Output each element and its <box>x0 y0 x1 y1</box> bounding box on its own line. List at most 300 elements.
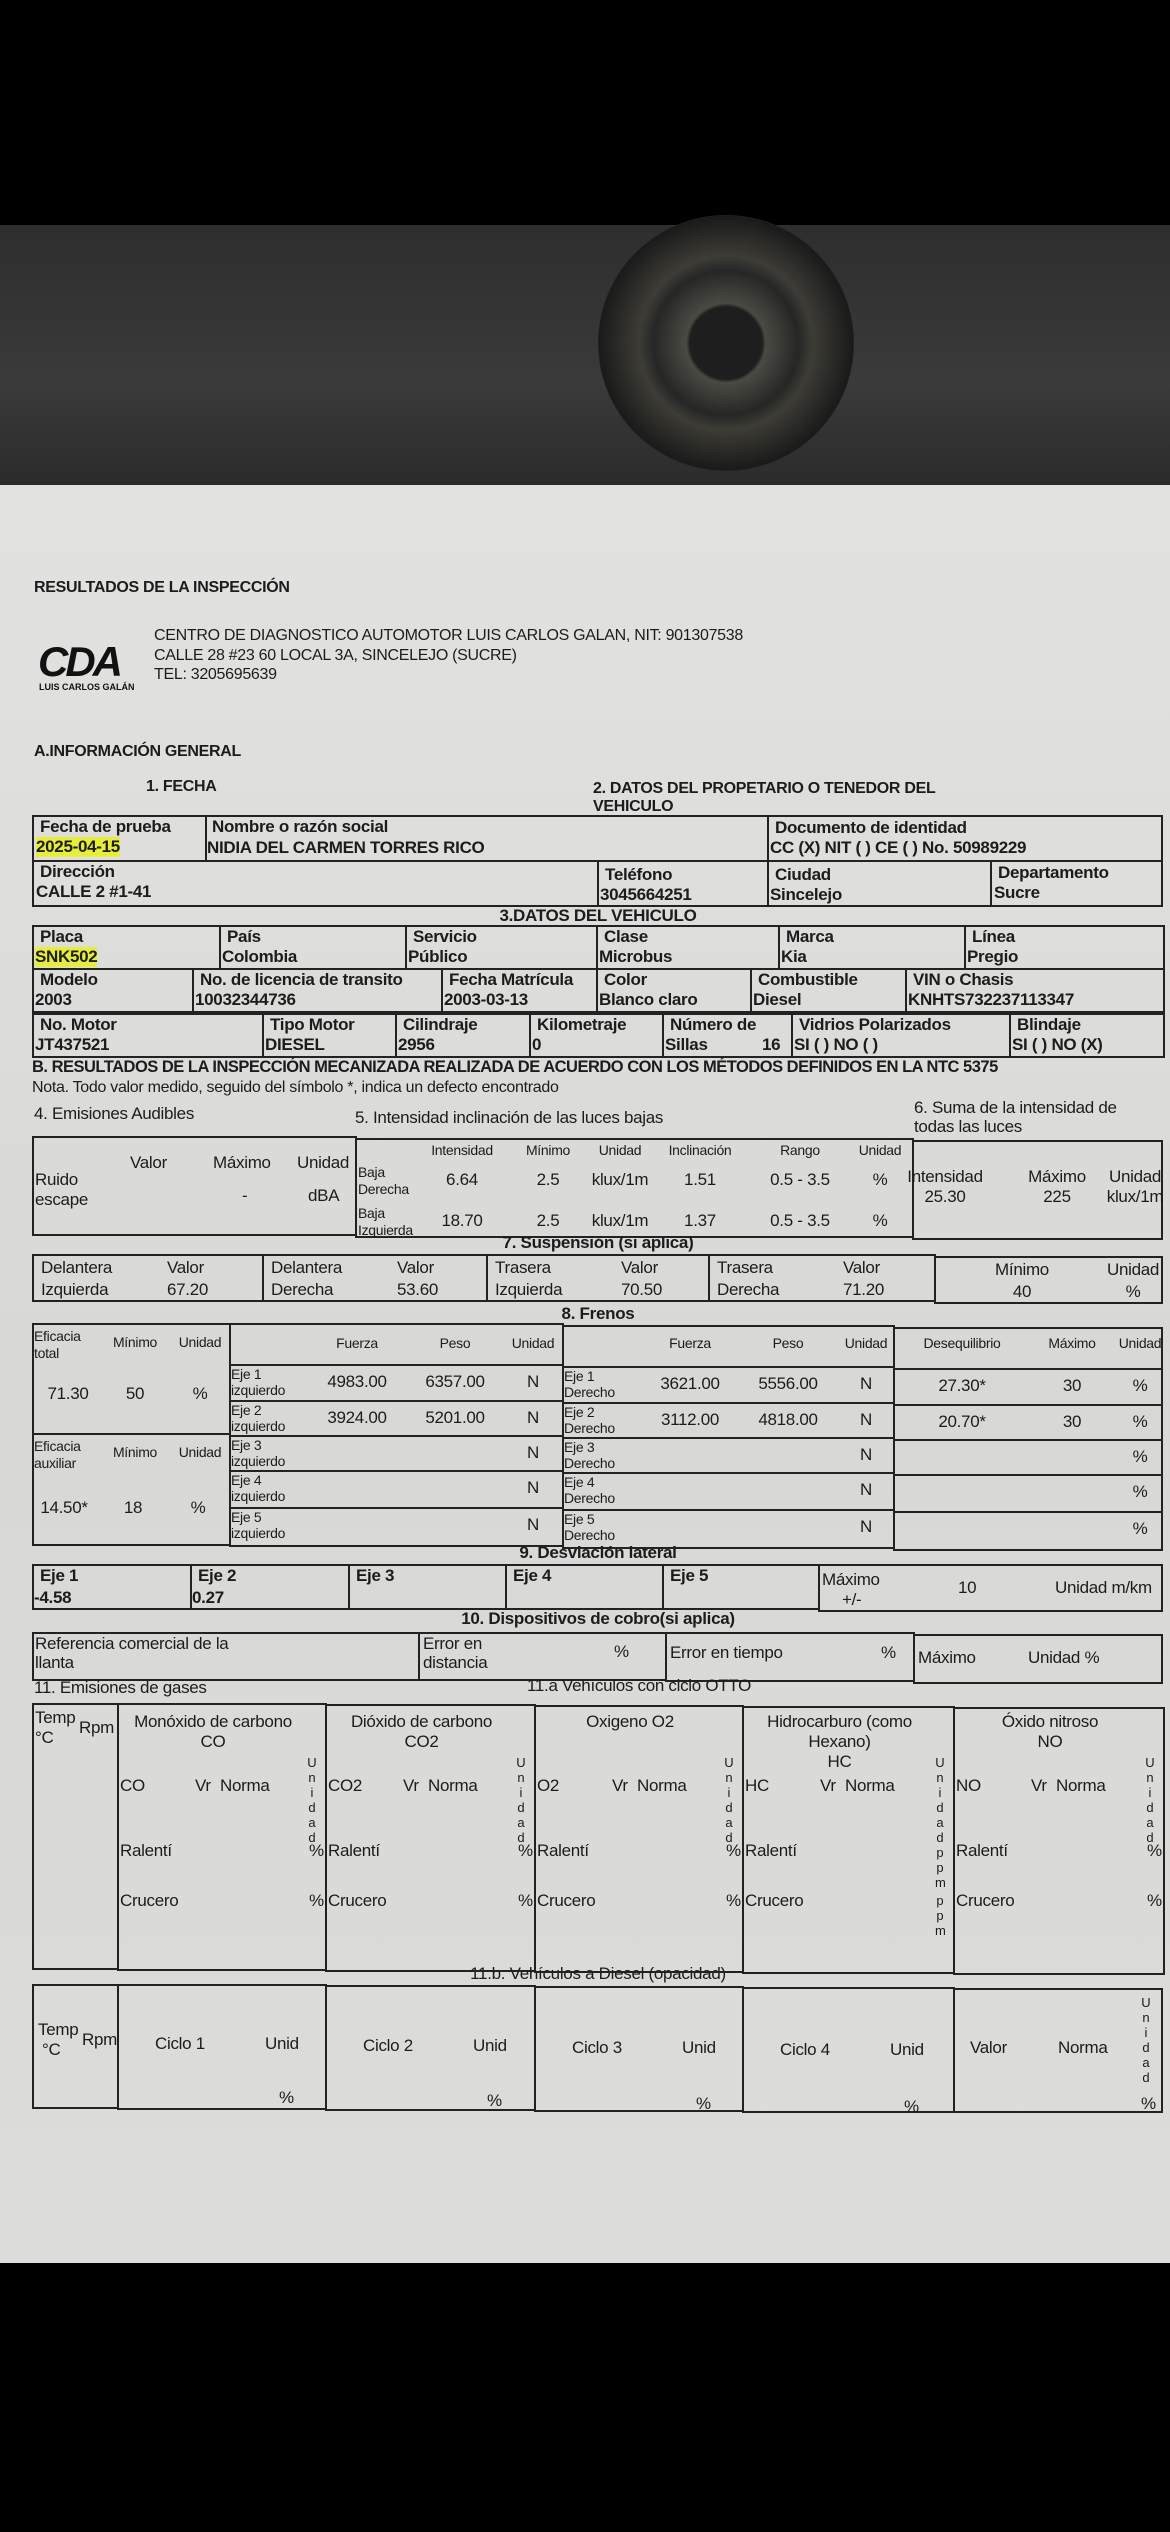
noise-valor-header: Valor <box>130 1153 167 1172</box>
lights-value: 0.5 - 3.5 <box>770 1170 830 1189</box>
vehicle-field-value: KNHTS732237113347 <box>908 990 1074 1009</box>
otto-idle-unit: % <box>1147 1841 1162 1860</box>
deviation-axle-label: Eje 3 <box>356 1566 395 1585</box>
cda-logo <box>38 640 148 696</box>
otto-vr-label: Vr <box>820 1776 836 1795</box>
brakes-unit-right: N <box>860 1445 872 1464</box>
otto-gas-title: Monóxido de carbono <box>134 1712 292 1731</box>
noise-max-header: Máximo <box>213 1153 271 1172</box>
noise-title: 4. Emisiones Audibles <box>34 1104 195 1123</box>
svg-text:CDA: CDA <box>38 640 120 685</box>
deviation-max-label: Máximo <box>822 1570 880 1589</box>
brakes-total-label: Eficacia <box>34 1328 81 1344</box>
otto-unit-vertical: Unidad <box>724 1755 734 1845</box>
document-title: RESULTADOS DE LA INSPECCIÓN <box>34 579 290 596</box>
brakes-axle-side: Derecho <box>564 1455 615 1471</box>
brakes-imbalance-unit: % <box>1132 1447 1148 1466</box>
diesel-unit-label: Unid <box>265 2034 299 2053</box>
vehicle-field-label: Número de <box>670 1015 757 1034</box>
lights-sum-header: Intensidad <box>907 1167 983 1186</box>
tire-ref-label-2: llanta <box>35 1653 74 1672</box>
brakes-imbalance: 27.30* <box>938 1376 986 1395</box>
lights-value: % <box>872 1170 888 1189</box>
vehicle-field-label: VIN o Chasis <box>913 970 1014 989</box>
fecha-label: Fecha de prueba <box>40 817 171 836</box>
otto-unit-vertical: Unidad <box>516 1755 526 1845</box>
vehicle-field-label: Servicio <box>413 927 477 946</box>
vehicle-title: 3.DATOS DEL VEHICULO <box>499 906 697 925</box>
vehicle-field-value: JT437521 <box>35 1035 110 1054</box>
lights-value: 6.64 <box>446 1170 478 1189</box>
brakes-imbalance-unit: % <box>1132 1376 1148 1395</box>
documento-label: Documento de identidad <box>775 818 967 837</box>
vehicle-field-value: Microbus <box>599 947 673 966</box>
noise-unit: dBA <box>308 1186 340 1205</box>
brakes-axle-side: izquierdo <box>231 1382 286 1398</box>
otto-cruise-unit: % <box>1147 1891 1162 1910</box>
lights-header: Inclinación <box>668 1142 732 1158</box>
otto-cruise-unit: % <box>518 1891 533 1910</box>
suspension-side: Derecha <box>271 1280 334 1299</box>
noise-label: Ruido <box>35 1170 78 1189</box>
deviation-axle-label: Eje 1 <box>40 1566 79 1585</box>
otto-cruise-label: Crucero <box>956 1891 1015 1910</box>
vehicle-field-number: 16 <box>762 1035 781 1054</box>
brakes-imbalance-unit: % <box>1132 1519 1148 1538</box>
section-a-title: A.INFORMACIÓN GENERAL <box>34 743 242 760</box>
vehicle-field-value: DIESEL <box>265 1035 325 1054</box>
brakes-axle-label: Eje 4 <box>564 1474 595 1490</box>
owner-title-2: VEHICULO <box>593 798 674 815</box>
brakes-axle-side: Derecho <box>564 1490 615 1506</box>
otto-cruise-label: Crucero <box>537 1891 596 1910</box>
lights-value: 18.70 <box>441 1211 483 1230</box>
vehicle-field-value: Colombia <box>222 947 298 966</box>
vehicle-field-label: Línea <box>972 927 1015 946</box>
vehicle-field-value: 2003 <box>35 990 72 1009</box>
ciudad-value: Sincelejo <box>770 885 842 904</box>
svg-text:LUIS CARLOS GALÁN: LUIS CARLOS GALÁN <box>39 682 135 692</box>
lights-value: 2.5 <box>536 1170 560 1189</box>
brakes-unit-left: N <box>527 1515 539 1534</box>
suspension-unit-label: Unidad <box>1106 1260 1160 1279</box>
diesel-pct: % <box>279 2088 294 2107</box>
brakes-force-left: 4983.00 <box>327 1372 387 1391</box>
brakes-force-right: 3621.00 <box>660 1374 720 1393</box>
lights-header: Intensidad <box>431 1142 493 1158</box>
otto-cruise-unit: % <box>309 1891 324 1910</box>
lights-sum-title: 6. Suma de la intensidad de <box>914 1098 1117 1117</box>
brakes-imbalance: 20.70* <box>938 1412 986 1431</box>
diesel-title: 11.b. Vehículos a Diesel (opacidad) <box>470 1964 726 1983</box>
time-error-unit: % <box>881 1643 896 1662</box>
vehicle-field-label: Vidrios Polarizados <box>799 1015 951 1034</box>
diesel-cycle-label: Ciclo 3 <box>572 2038 622 2057</box>
lights-row-label: Baja <box>358 1164 385 1180</box>
company-address: CALLE 28 #23 60 LOCAL 3A, SINCELEJO (SUCRE) <box>154 647 517 664</box>
direccion-value: CALLE 2 #1-41 <box>36 882 152 901</box>
suspension-min: 40 <box>1012 1282 1032 1301</box>
diesel-unit-label: Unid <box>682 2038 716 2057</box>
brakes-axle-side: Derecho <box>564 1527 615 1543</box>
vehicle-field-value: 2003-03-13 <box>444 990 528 1009</box>
lights-sum-header: Unidad <box>1108 1167 1162 1186</box>
lights-sum-header: Máximo <box>1028 1167 1086 1186</box>
lights-value: klux/1m <box>591 1211 649 1230</box>
taximeter-title: 10. Dispositivos de cobro(si aplica) <box>461 1609 735 1628</box>
nombre-label: Nombre o razón social <box>212 817 389 836</box>
brakes-column-header: Unidad <box>1118 1335 1162 1351</box>
brakes-unit-header: Unidad <box>178 1334 222 1350</box>
suspension-position: Delantera <box>271 1258 343 1277</box>
vehicle-field-label: Modelo <box>40 970 98 989</box>
brakes-aux-label: auxiliar <box>34 1455 76 1471</box>
suspension-title: 7. Suspensión (si aplica) <box>502 1233 694 1252</box>
lights-header: Mínimo <box>525 1142 571 1158</box>
brakes-axle-imbalance <box>893 1511 1163 1551</box>
ciudad-label: Ciudad <box>775 865 831 884</box>
otto-gas-title: Hexano) <box>808 1732 871 1751</box>
vehicle-field-value: SI ( ) NO ( ) <box>794 1035 878 1054</box>
brakes-weight-left: 5201.00 <box>425 1408 485 1427</box>
suspension-value: 71.20 <box>843 1280 885 1299</box>
lights-sum-value: 225 <box>1043 1187 1071 1206</box>
otto-norma-label: Norma <box>845 1776 895 1795</box>
otto-gas-code: CO2 <box>328 1776 363 1795</box>
diesel-norma-label: Norma <box>1058 2038 1108 2057</box>
company-phone: TEL: 3205695639 <box>154 666 277 683</box>
vehicle-field-label: Color <box>604 970 647 989</box>
lights-sum-title-2: todas las luces <box>914 1117 1022 1136</box>
tire-ref-label: Referencia comercial de la <box>35 1634 229 1653</box>
departamento-label: Departamento <box>998 863 1109 882</box>
brakes-unit-right: N <box>860 1410 872 1429</box>
gases-title: 11. Emisiones de gases <box>34 1678 207 1697</box>
otto-gas-title: CO2 <box>404 1732 439 1751</box>
deviation-max-value: 10 <box>958 1578 977 1597</box>
brakes-column-header: Máximo <box>1048 1335 1096 1351</box>
otto-cruise-unit: % <box>726 1891 741 1910</box>
deviation-axle-label: Eje 2 <box>198 1566 237 1585</box>
diesel-pct: % <box>696 2094 711 2113</box>
otto-gas-title: Oxigeno O2 <box>586 1712 674 1731</box>
otto-cruise-unit-vertical: ppm <box>935 1893 946 1938</box>
otto-idle-label: Ralentí <box>328 1841 380 1860</box>
deviation-title: 9. Desviación lateral <box>519 1543 677 1562</box>
suspension-min-label: Mínimo <box>995 1260 1049 1279</box>
otto-title: 11.a Vehículos con ciclo OTTO <box>527 1676 752 1695</box>
brakes-aux-value: 14.50* <box>40 1498 88 1517</box>
brakes-axle-side: izquierdo <box>231 1525 286 1541</box>
deviation-axle-label: Eje 5 <box>670 1566 709 1585</box>
brakes-total-min: 50 <box>125 1384 145 1403</box>
brakes-max: 30 <box>1062 1376 1082 1395</box>
brakes-column-header: Desequilibrio <box>923 1335 1001 1351</box>
otto-gas-code: CO <box>120 1776 145 1795</box>
vehicle-field-value: Blanco claro <box>599 990 698 1009</box>
brakes-imbalance-unit: % <box>1132 1482 1148 1501</box>
otto-idle-unit: % <box>726 1841 741 1860</box>
lights-header: Unidad <box>598 1142 642 1158</box>
otto-vr-label: Vr <box>1031 1776 1047 1795</box>
lights-value: 1.51 <box>684 1170 716 1189</box>
brakes-axle-side: izquierdo <box>231 1488 286 1504</box>
departamento-value: Sucre <box>994 883 1040 902</box>
otto-unit-vertical: Unidad <box>1145 1755 1155 1845</box>
otto-idle-label: Ralentí <box>120 1841 172 1860</box>
suspension-position: Delantera <box>41 1258 113 1277</box>
lights-value: 1.37 <box>684 1211 716 1230</box>
brakes-unit-left: N <box>527 1478 539 1497</box>
otto-vr-label: Vr <box>612 1776 628 1795</box>
suspension-value-label: Valor <box>843 1258 880 1277</box>
brakes-max: 30 <box>1062 1412 1082 1431</box>
otto-unit-vertical: Unidad <box>935 1755 945 1845</box>
vehicle-field-label: No. Motor <box>40 1015 117 1034</box>
brakes-total-label: total <box>34 1345 59 1361</box>
otto-gas-title: Dióxido de carbono <box>350 1712 493 1731</box>
diesel-cycle-label: Ciclo 2 <box>363 2036 413 2055</box>
lights-row-label: Izquierda <box>358 1222 413 1238</box>
brakes-weight-right: 4818.00 <box>758 1410 818 1429</box>
deviation-axle-value: 0.27 <box>192 1588 224 1607</box>
diesel-pct: % <box>904 2097 919 2116</box>
suspension-side: Derecha <box>717 1280 780 1299</box>
otto-cruise-label: Crucero <box>328 1891 387 1910</box>
vehicle-field-label: Clase <box>604 927 648 946</box>
brakes-axle-side: Derecho <box>564 1384 615 1400</box>
otto-gas-title: HC <box>827 1752 852 1771</box>
deviation-tolerance-label: +/- <box>842 1590 862 1609</box>
vehicle-field-label: Combustible <box>758 970 858 989</box>
diesel-pct: % <box>487 2091 502 2110</box>
brakes-imbalance-unit: % <box>1132 1412 1148 1431</box>
vehicle-field-label: Cilindraje <box>403 1015 478 1034</box>
taximeter-max-label: Máximo <box>918 1648 976 1667</box>
brakes-unit-right: N <box>860 1374 872 1393</box>
diesel-cycle-label: Ciclo 1 <box>155 2034 205 2053</box>
otto-gas-title: CO <box>200 1732 226 1751</box>
otto-gas-code: NO <box>956 1776 981 1795</box>
brakes-axle-label: Eje 2 <box>231 1402 262 1418</box>
brakes-unit-left: N <box>527 1408 539 1427</box>
deviation-axle-label: Eje 4 <box>513 1566 552 1585</box>
vehicle-field-value: 0 <box>532 1035 542 1054</box>
brakes-axle-imbalance <box>893 1439 1163 1476</box>
otto-cruise-label: Crucero <box>120 1891 179 1910</box>
brakes-title: 8. Frenos <box>561 1304 635 1323</box>
noise-label-2: escape <box>35 1190 89 1209</box>
otto-norma-label: Norma <box>428 1776 478 1795</box>
company-name: CENTRO DE DIAGNOSTICO AUTOMOTOR LUIS CARLOS GALAN, NIT: 901307538 <box>154 627 743 644</box>
diesel-cycle-label: Ciclo 4 <box>780 2040 830 2059</box>
otto-unit-vertical: Unidad <box>307 1755 317 1845</box>
brakes-column-header: Fuerza <box>669 1335 711 1351</box>
vehicle-field-value: Público <box>408 947 468 966</box>
otto-idle-label: Ralentí <box>956 1841 1008 1860</box>
brakes-axle-imbalance <box>893 1368 1163 1406</box>
vehicle-field-label: Tipo Motor <box>270 1015 355 1034</box>
vehicle-field-value: 10032344736 <box>195 990 296 1009</box>
otto-degc-label: °C <box>35 1728 54 1747</box>
otto-gas-title: NO <box>1037 1732 1063 1751</box>
otto-gas-cell <box>534 1705 744 1973</box>
brakes-axle-label: Eje 5 <box>564 1511 595 1527</box>
brakes-axle-label: Eje 3 <box>564 1439 595 1455</box>
brakes-force-left: 3924.00 <box>327 1408 387 1427</box>
lights-value: 0.5 - 3.5 <box>770 1211 830 1230</box>
otto-gas-code: HC <box>745 1776 769 1795</box>
brakes-aux-unit: % <box>190 1498 206 1517</box>
background-surface <box>0 225 1170 487</box>
brakes-axle-side: Derecho <box>564 1420 615 1436</box>
brakes-axle-label: Eje 1 <box>564 1368 595 1384</box>
brakes-axle-imbalance <box>893 1404 1163 1441</box>
otto-gas-title: Óxido nitroso <box>1001 1712 1099 1731</box>
lights-sum-value: 25.30 <box>924 1187 966 1206</box>
diesel-unit-pct: % <box>1141 2094 1156 2113</box>
documento-value: CC (X) NIT ( ) CE ( ) No. 50989229 <box>770 838 1027 857</box>
suspension-position: Trasera <box>495 1258 551 1277</box>
brakes-weight-left: 6357.00 <box>425 1372 485 1391</box>
otto-rpm-label: Rpm <box>79 1718 114 1737</box>
brakes-column-header: Peso <box>772 1335 804 1351</box>
suspension-value: 70.50 <box>621 1280 663 1299</box>
fecha-value: 2025-04-15 <box>36 837 120 856</box>
deviation-axle-value: -4.58 <box>34 1588 72 1607</box>
lights-row-label: Baja <box>358 1205 385 1221</box>
diesel-unit-label: Unid <box>473 2036 507 2055</box>
vehicle-field-value: Pregio <box>967 947 1019 966</box>
otto-cruise-label: Crucero <box>745 1891 804 1910</box>
section-b-note: Nota. Todo valor medido, seguido del símbolo *, indica un defecto encontrado <box>32 1079 559 1096</box>
suspension-unit: % <box>1125 1282 1141 1301</box>
brakes-column-header: Unidad <box>511 1335 555 1351</box>
noise-max-value: - <box>242 1186 248 1205</box>
fecha-title: 1. FECHA <box>146 778 217 795</box>
time-error-label: Error en tiempo <box>670 1643 783 1662</box>
vehicle-field-label: Fecha Matrícula <box>449 970 573 989</box>
brakes-axle-label: Eje 5 <box>231 1509 262 1525</box>
diesel-unit-label: Unid <box>890 2040 924 2059</box>
diesel-rpm-label: Rpm <box>82 2030 117 2049</box>
brakes-aux-min: 18 <box>123 1498 143 1517</box>
suspension-side: Izquierda <box>495 1280 563 1299</box>
distance-error-unit: % <box>614 1642 629 1661</box>
brakes-weight-right: 5556.00 <box>758 1374 818 1393</box>
telefono-value: 3045664251 <box>600 885 692 904</box>
vehicle-field-value: Kia <box>781 947 807 966</box>
otto-idle-unit-vertical: ppm <box>935 1845 946 1890</box>
brakes-unit-header: Unidad <box>178 1444 222 1460</box>
deviation-unit: Unidad m/km <box>1055 1578 1152 1597</box>
brakes-axle-label: Eje 3 <box>231 1437 262 1453</box>
brakes-axle-side: izquierdo <box>231 1418 286 1434</box>
vehicle-field-value: SI ( ) NO (X) <box>1012 1035 1103 1054</box>
suspension-position: Trasera <box>717 1258 773 1277</box>
vehicle-field-value: Sillas <box>665 1035 708 1054</box>
brakes-min-header: Mínimo <box>112 1334 158 1350</box>
vehicle-field-value: SNK502 <box>35 947 98 966</box>
diesel-degc-label: °C <box>42 2040 61 2059</box>
vehicle-field-label: Placa <box>40 927 83 946</box>
distance-error-label: Error en <box>423 1634 483 1653</box>
noise-unit-header: Unidad <box>297 1153 350 1172</box>
diesel-value-label: Valor <box>970 2038 1007 2057</box>
otto-idle-unit: % <box>309 1841 324 1860</box>
suspension-value-label: Valor <box>397 1258 434 1277</box>
brakes-aux-label: Eficacia <box>34 1438 81 1454</box>
otto-norma-label: Norma <box>1056 1776 1106 1795</box>
background-object <box>598 215 854 471</box>
vehicle-field-value: Diesel <box>753 990 802 1009</box>
brakes-axle-imbalance <box>893 1474 1163 1513</box>
vehicle-field-label: País <box>227 927 261 946</box>
lights-value: klux/1m <box>591 1170 649 1189</box>
lights-value: 2.5 <box>536 1211 560 1230</box>
vehicle-field-label: Kilometraje <box>537 1015 627 1034</box>
suspension-side: Izquierda <box>41 1280 109 1299</box>
suspension-value-label: Valor <box>167 1258 204 1277</box>
lights-sum-value: klux/1m <box>1106 1187 1164 1206</box>
vehicle-field-label: No. de licencia de transito <box>200 970 403 989</box>
owner-title: 2. DATOS DEL PROPETARIO O TENEDOR DEL <box>593 780 936 797</box>
nombre-value: NIDIA DEL CARMEN TORRES RICO <box>207 838 485 857</box>
brakes-unit-left: N <box>527 1372 539 1391</box>
direccion-label: Dirección <box>40 862 115 881</box>
lights-header: Unidad <box>858 1142 902 1158</box>
telefono-label: Teléfono <box>605 865 673 884</box>
suspension-value-label: Valor <box>621 1258 658 1277</box>
section-b-title: B. RESULTADOS DE LA INSPECCIÓN MECANIZADA REALIZADA DE ACUERDO CON LOS MÉTODOS DEFINIDOS EN LA NTC 5375 <box>32 1058 998 1076</box>
otto-idle-label: Ralentí <box>745 1841 797 1860</box>
suspension-value: 53.60 <box>397 1280 439 1299</box>
brakes-axle-label: Eje 2 <box>564 1404 595 1420</box>
suspension-value: 67.20 <box>167 1280 209 1299</box>
brakes-column-header: Peso <box>439 1335 471 1351</box>
brakes-axle-label: Eje 1 <box>231 1366 262 1382</box>
brakes-axle-label: Eje 4 <box>231 1472 262 1488</box>
otto-temp-label: Temp <box>35 1708 76 1727</box>
vehicle-field-value: 2956 <box>398 1035 435 1054</box>
otto-vr-label: Vr <box>403 1776 419 1795</box>
brakes-column-header: Unidad <box>844 1335 888 1351</box>
brakes-unit-right: N <box>860 1480 872 1499</box>
diesel-temp-label: Temp <box>38 2020 79 2039</box>
otto-idle-unit: % <box>518 1841 533 1860</box>
brakes-total-unit: % <box>192 1384 208 1403</box>
taximeter-unit-label: Unidad % <box>1028 1648 1100 1667</box>
vehicle-field-label: Marca <box>786 927 834 946</box>
otto-gas-title: Hidrocarburo (como <box>767 1712 912 1731</box>
lights-title: 5. Intensidad inclinación de las luces bajas <box>355 1108 664 1127</box>
brakes-force-right: 3112.00 <box>660 1410 720 1429</box>
brakes-total-value: 71.30 <box>47 1384 89 1403</box>
brakes-column-header: Fuerza <box>336 1335 378 1351</box>
otto-norma-label: Norma <box>637 1776 687 1795</box>
diesel-unit-vertical: Unidad <box>1141 1995 1151 2085</box>
vehicle-field-label: Blindaje <box>1017 1015 1081 1034</box>
brakes-axle-side: izquierdo <box>231 1453 286 1469</box>
otto-norma-label: Norma <box>220 1776 270 1795</box>
lights-row-label: Derecha <box>358 1181 409 1197</box>
otto-gas-code: O2 <box>537 1776 560 1795</box>
lights-header: Rango <box>780 1142 820 1158</box>
lights-value: % <box>872 1211 888 1230</box>
brakes-unit-left: N <box>527 1443 539 1462</box>
otto-idle-label: Ralentí <box>537 1841 589 1860</box>
distance-error-label-2: distancia <box>423 1653 488 1672</box>
